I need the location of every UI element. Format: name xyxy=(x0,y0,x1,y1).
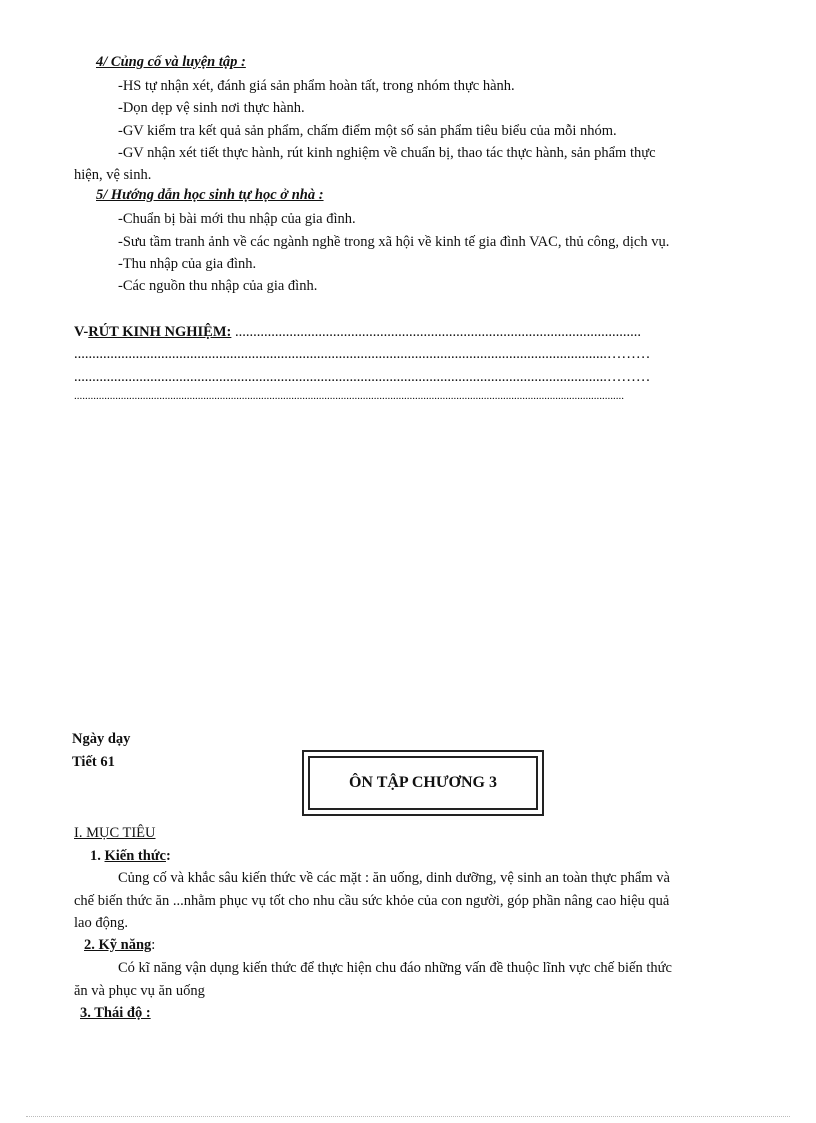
skills-line: Có kĩ năng vận dụng kiến thức để thực hiện chu đáo những vấn đề thuộc lĩnh vực chế biến thức xyxy=(118,960,672,976)
section-5-line: -Các nguồn thu nhập của gia đình. xyxy=(118,278,318,294)
experience-prefix: V- xyxy=(74,324,89,340)
knowledge-title: Kiến thức xyxy=(104,848,166,864)
knowledge-heading xyxy=(90,848,171,865)
experience-dots: ................................................................................................................ xyxy=(235,324,641,340)
section-5-line: -Thu nhập của gia đình. xyxy=(118,256,257,272)
knowledge-line: chế biến thức ăn ...nhằm phục vụ tốt cho nhu cầu sức khỏe của con người, góp phần nâng cao hiệu quả xyxy=(74,893,670,909)
knowledge-suffix: : xyxy=(165,848,171,864)
lesson-title-box xyxy=(302,750,544,816)
skills-title: 2. Kỹ năng xyxy=(84,937,152,953)
section-4-line: hiện, vệ sinh. xyxy=(74,167,152,183)
skills-heading xyxy=(84,937,155,954)
section-4-line: -HS tự nhận xét, đánh giá sản phẩm hoàn tất, trong nhóm thực hành. xyxy=(118,78,515,94)
attitude-heading: 3. Thái độ : xyxy=(80,1005,151,1021)
lesson-title: ÔN TẬP CHƯƠNG 3 xyxy=(308,756,538,810)
knowledge-line: Củng cố và khắc sâu kiến thức về các mặt : ăn uống, dinh dưỡng, vệ sinh an toàn thực phẩm và xyxy=(118,870,670,886)
experience-heading xyxy=(74,324,641,341)
section-5-line: -Chuẩn bị bài mới thu nhập của gia đình. xyxy=(118,211,356,227)
knowledge-line: lao động. xyxy=(74,915,128,931)
section-4-line: -GV kiểm tra kết quả sản phẩm, chấm điểm một số sản phẩm tiêu biểu của mỗi nhóm. xyxy=(118,123,617,139)
section-5-heading: 5/ Hướng dẫn học sinh tự học ở nhà : xyxy=(96,187,324,203)
section-4-heading: 4/ Củng cố và luyện tập : xyxy=(96,54,246,70)
section-4-line: -Dọn dẹp vệ sinh nơi thực hành. xyxy=(118,100,305,116)
skills-line: ăn và phục vụ ăn uống xyxy=(74,983,205,999)
experience-dots: ...................................................................................................................................................……… xyxy=(74,346,651,362)
experience-label: RÚT KINH NGHIỆM: xyxy=(88,324,232,340)
experience-dots: ...................................................................................................................................................……… xyxy=(74,369,651,385)
lesson-period: Tiết 61 xyxy=(72,754,115,770)
section-5-line: -Sưu tầm tranh ảnh về các ngành nghề trong xã hội về kinh tế gia đình VAC, thủ công, dịch vụ. xyxy=(118,234,670,250)
knowledge-number: 1. xyxy=(90,848,105,864)
experience-dots: ........................................................................................................................................................................................................ xyxy=(74,390,624,402)
section-4-line: -GV nhận xét tiết thực hành, rút kinh nghiệm về chuẩn bị, thao tác thực hành, sản phẩm thực xyxy=(118,145,656,161)
teaching-date-label: Ngày dạy xyxy=(72,731,131,747)
page-bottom-divider xyxy=(26,1116,790,1117)
skills-suffix: : xyxy=(151,937,156,953)
objectives-heading: I. MỤC TIÊU xyxy=(74,825,156,841)
